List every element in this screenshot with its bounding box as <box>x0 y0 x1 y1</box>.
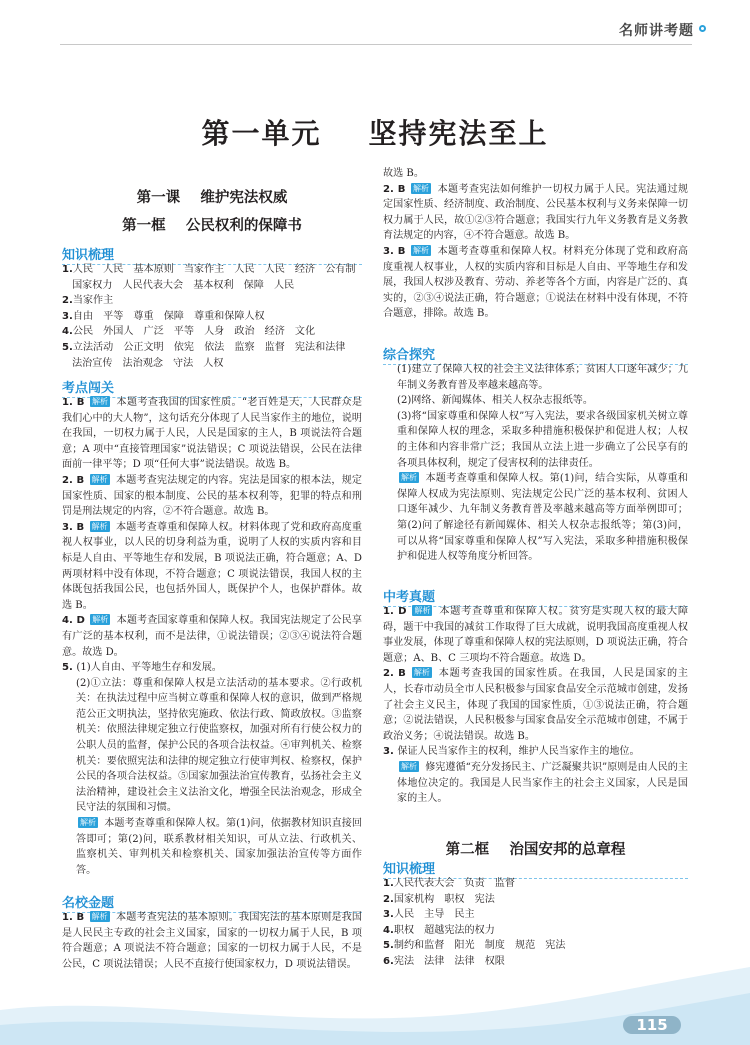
list-item: 5.立法活动 公正文明 依宪 依法 监察 监督 宪法和法律 <box>62 341 346 353</box>
answer-item: 1. B 解析 本题考查宪法的基本原则。我国宪法的基本原则是我国是人民民主专政的社会主义国家，国家的一切权力属于人民，B 项符合题意；A 项说法不符合题意；国家的一切权力属于人民，不是公民，C 项说法错误；人民不直接行使国家权力，D 项说法错误。 <box>62 912 362 970</box>
answer-item: 2. B 解析 本题考查宪法如何维护一切权力属于人民。宪法通过规定国家性质、经济制度、政治制度、公民基本权利与义务来保障一切权力属于人民，故①②③符合题意；我国实行九年义务教育是义务教育法规定的内容，④不符合题意。故选 B。 <box>383 183 688 242</box>
section-zonghe: 综合探究 <box>383 344 688 365</box>
list-item: 国家权力 人民代表大会 基本权利 保障 人民 <box>62 279 295 291</box>
list-item: 6.宪法 法律 法律 权限 <box>383 955 505 967</box>
answer-item: 3. B 解析 本题考查尊重和保障人权。材料充分体现了党和政府高度重视人权事业，人权的实质内容和目标是人自由、平等地生存和发展，我国人权涉及教育、劳动、养老等各个方面，内容是广泛的、真实的，②③④说法正确，符合题意；①说法在材料中没有体现，不符合题意，排除。故选 B。 <box>383 245 688 320</box>
answer-item: 4. D 解析 本题考查国家尊重和保障人权。我国宪法规定了公民享有广泛的基本权利，而不是法律，①说法错误；②③④说法符合题意。故选 D。 <box>62 615 362 658</box>
answer-item: (1)建立了保障人权的社会主义法律体系；贫困人口逐年减少；九年制义务教育普及率越来越高等。 <box>397 364 688 391</box>
answer-item: 2. B 解析 本题考查宪法规定的内容。宪法是国家的根本法，规定国家性质、国家的根本制度、公民的基本权利等，犯罪的特点和刑罚是刑法规定的内容，②不符合题意。故选 B。 <box>62 474 362 518</box>
list-item: 4.公民 外国人 广泛 平等 人身 政治 经济 文化 <box>62 326 316 338</box>
answer-item: 3. 保证人民当家作主的权利，维护人民当家作主的地位。 <box>383 746 640 758</box>
zhishi-list <box>62 262 362 371</box>
section-mingxiao: 名校金题 <box>62 892 362 913</box>
list-item: 2.国家机构 职权 宪法 <box>383 893 495 905</box>
answer-item: 解析 本题考查尊重和保障人权。第(1)问，依据教材知识直接回答即可；第(2)问，联系教材相关知识，可从立法、行政机关、监察机关、审判机关和检察机关、国家加强法治宣传等方面作答。 <box>76 818 362 876</box>
kaodian-answers <box>62 395 362 878</box>
answer-item: (2)网络、新闻媒体、相关人权杂志报纸等。 <box>397 395 593 407</box>
zhongkao-answers <box>383 604 688 807</box>
section-kaodian: 考点闯关 <box>62 377 362 398</box>
list-item: 3.自由 平等 尊重 保障 尊重和保障人权 <box>62 310 265 322</box>
answer-item: 5. (1)人自由、平等地生存和发展。 <box>62 662 222 674</box>
header-rule <box>60 44 692 45</box>
answer-item: (2)①立法：尊重和保障人权是立法活动的基本要求。②行政机关：在执法过程中应当树立尊重和保障人权的意识，做到严格规范公正文明执法，坚持依宪施政、依法行政、简政放权。③监察机关：依照法律规定独立行使监察权，加强对所有行使公权力的公职人员的监督，保护公民的各项合法权益。④审判机关、检察机关：要依照宪法和法律的规定独立行使审判权、检察权，保护公民的各项合法权益。⑤国家加强法治宣传教育，弘扬社会主义法治精神，建设社会主义法治文化，增强全民法治观念，形成全民守法的氛围和习惯。 <box>76 677 362 814</box>
answer-item: 3. B 解析 本题考查尊重和保障人权。材料体现了党和政府高度重视人权事业，以人民的切身利益为重，说明了人权的实质内容和目标是人自由、平等地生存和发展，B 项说法正确，符合题意；A、D 两项材料中没有体现，不符合题意；C 项说法错误，我国人权的主体既包括我国公民，也包括外国人，既保护个人，也保护群体。故选 B。 <box>62 521 362 611</box>
list-item: 2.当家作主 <box>62 295 114 307</box>
answer-item: (3)将“国家尊重和保障人权”写入宪法，要求各级国家机关树立尊重和保障人权的理念，采取多种措施积极保护和促进人权；人权的主体和内容非常广泛；我国从立法上进一步确立了公民享有的各项具体权利，规定了侵害权利的法律责任。 <box>397 410 688 469</box>
answer-item: 解析 修宪遵循“充分发扬民主、广泛凝聚共识”原则是由人民的主体地位决定的。我国是人民当家作主的社会主义国家，人民是国家的主人。 <box>397 761 688 805</box>
section-zhongkao: 中考真题 <box>383 586 688 607</box>
list-item: 4.职权 超越宪法的权力 <box>383 924 495 936</box>
list-item: 法治宣传 法治观念 守法 人权 <box>62 357 224 369</box>
answer-item: 故选 B。 <box>383 168 424 179</box>
answer-item: 1. B 解析 本题考查我国的国家性质。“老百姓是天，人民群众是我们心中的大人物”，这句话充分体现了人民当家作主的地位，说明在我国，一切权力属于人民，人民是国家的主人，B 项说法符合题意；A 项中“直接管理国家”说法错误；C 项说法错误，公民在法律面前一律平等；D 项“任何大事”说法错误。故选 B。 <box>62 397 362 471</box>
frame-title: 第一框 公民权利的保障书 <box>122 218 302 234</box>
header-circle-icon <box>699 25 706 32</box>
lesson-title: 第一课 维护宪法权威 <box>136 190 288 206</box>
zonghe-answers <box>383 362 688 565</box>
list-item: 5.制约和监督 阳光 制度 规范 宪法 <box>383 940 566 952</box>
answer-item: 2. B 解析 本题考查我国的国家性质。在我国，人民是国家的主人，长春市动员全市人民积极参与国家食品安全示范城市创建，发扬了社会主义民主，体现了我国的国家性质，①③说法正确，符合题意；②说法错误，人民积极参与国家食品安全示范城市创建，不属于政治义务；④说法错误。故选 B。 <box>383 668 688 742</box>
list-item: 1.人民 人民 基本原则 当家作主 人民 人民 经济 公有制 <box>62 264 356 275</box>
unit-title: 第一单元 坚持宪法至上 <box>201 117 549 150</box>
answer-item: 解析 本题考查尊重和保障人权。第(1)问，结合实际，从尊重和保障人权成为宪法原则、宪法规定公民广泛的基本权利、贫困人口逐年减少、九年制义务教育普及率越来越高等方面举例即可；第(2)问了解途径有新闻媒体、相关人权杂志报纸等；第(3)问，可以从将“国家尊重和保障人权”写入宪法，采取多种措施积极保护和促进人权等角度分析回答。 <box>397 473 688 563</box>
section-zhishi: 知识梳理 <box>62 244 362 265</box>
list-item: 3.人民 主导 民主 <box>383 909 475 921</box>
answer-item: 1. D 解析 本题考查尊重和保障人权。贫穷是实现人权的最大障碍，题干中我国的减贫工作取得了巨大成就，说明我国高度重视人权事业发展，体现了尊重和保障人权的宪法原则，D 项说法正确，符合题意；A、B、C 三项均不符合题意。故选 D。 <box>383 606 688 664</box>
list-item: 1.人民代表大会 负责 监督 <box>383 878 515 889</box>
mingxiao-continued <box>383 166 688 322</box>
header-title: 名师讲考题 <box>619 23 694 39</box>
page-number: 115 <box>623 1016 681 1034</box>
frame2-title: 第二框 治国安邦的总章程 <box>445 842 626 858</box>
section-zhishi2: 知识梳理 <box>383 858 688 879</box>
